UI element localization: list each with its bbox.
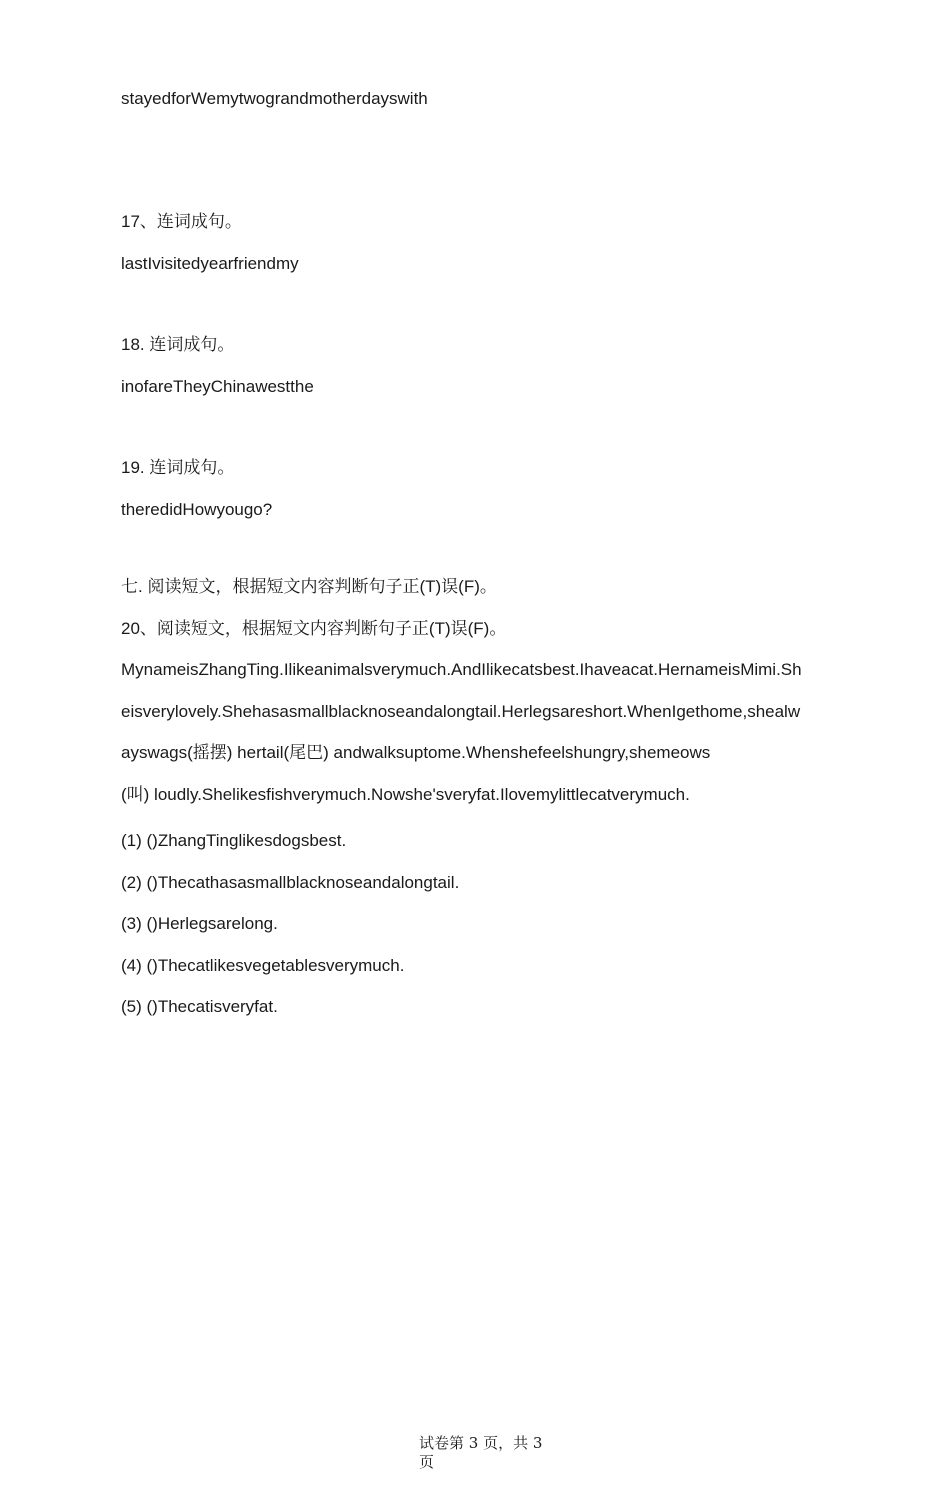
q19-words: theredidHowyougo? xyxy=(121,500,273,519)
q18-title: 18. 连词成句。 xyxy=(121,335,235,354)
q17-title: 17、连词成句。 xyxy=(121,212,242,231)
passage-line-2: eisverylovely.Shehasasmallblacknoseandalongtail.Herlegsareshort.WhenIgethome,shealw xyxy=(121,702,801,721)
page-footer-line-2: 页 xyxy=(419,1453,435,1471)
page-footer-line-1: 试卷第 3 页，共 3 xyxy=(419,1434,543,1452)
question-item-1: (1) ()ZhangTinglikesdogsbest. xyxy=(121,831,347,850)
question-item-4: (4) ()Thecatlikesvegetablesverymuch. xyxy=(121,956,405,975)
question-item-5: (5) ()Thecatisveryfat. xyxy=(121,997,278,1016)
q18-words: inofareTheyChinawestthe xyxy=(121,377,314,396)
q17-words: lastIvisitedyearfriendmy xyxy=(121,254,299,273)
passage-line-1: MynameisZhangTing.Ilikeanimalsverymuch.AndIlikecatsbest.Ihaveacat.HernameisMimi.Sh xyxy=(121,660,802,679)
passage-line-3: ayswags(摇摆) hertail(尾巴) andwalksuptome.Whenshefeelshungry,shemeows xyxy=(121,743,711,762)
q20-title: 20、阅读短文，根据短文内容判断句子正(T)误(F)。 xyxy=(121,619,507,638)
section-7-title: 七. 阅读短文，根据短文内容判断句子正(T)误(F)。 xyxy=(121,577,497,596)
question-item-2: (2) ()Thecathasasmallblacknoseandalongtail. xyxy=(121,873,460,892)
question-item-3: (3) ()Herlegsarelong. xyxy=(121,914,278,933)
q19-title: 19. 连词成句。 xyxy=(121,458,235,477)
passage-line-4: (叫) loudly.Shelikesfishverymuch.Nowshe'sveryfat.Ilovemylittlecatverymuch. xyxy=(121,785,690,804)
q16-words: stayedforWemytwograndmotherdayswith xyxy=(121,89,428,108)
